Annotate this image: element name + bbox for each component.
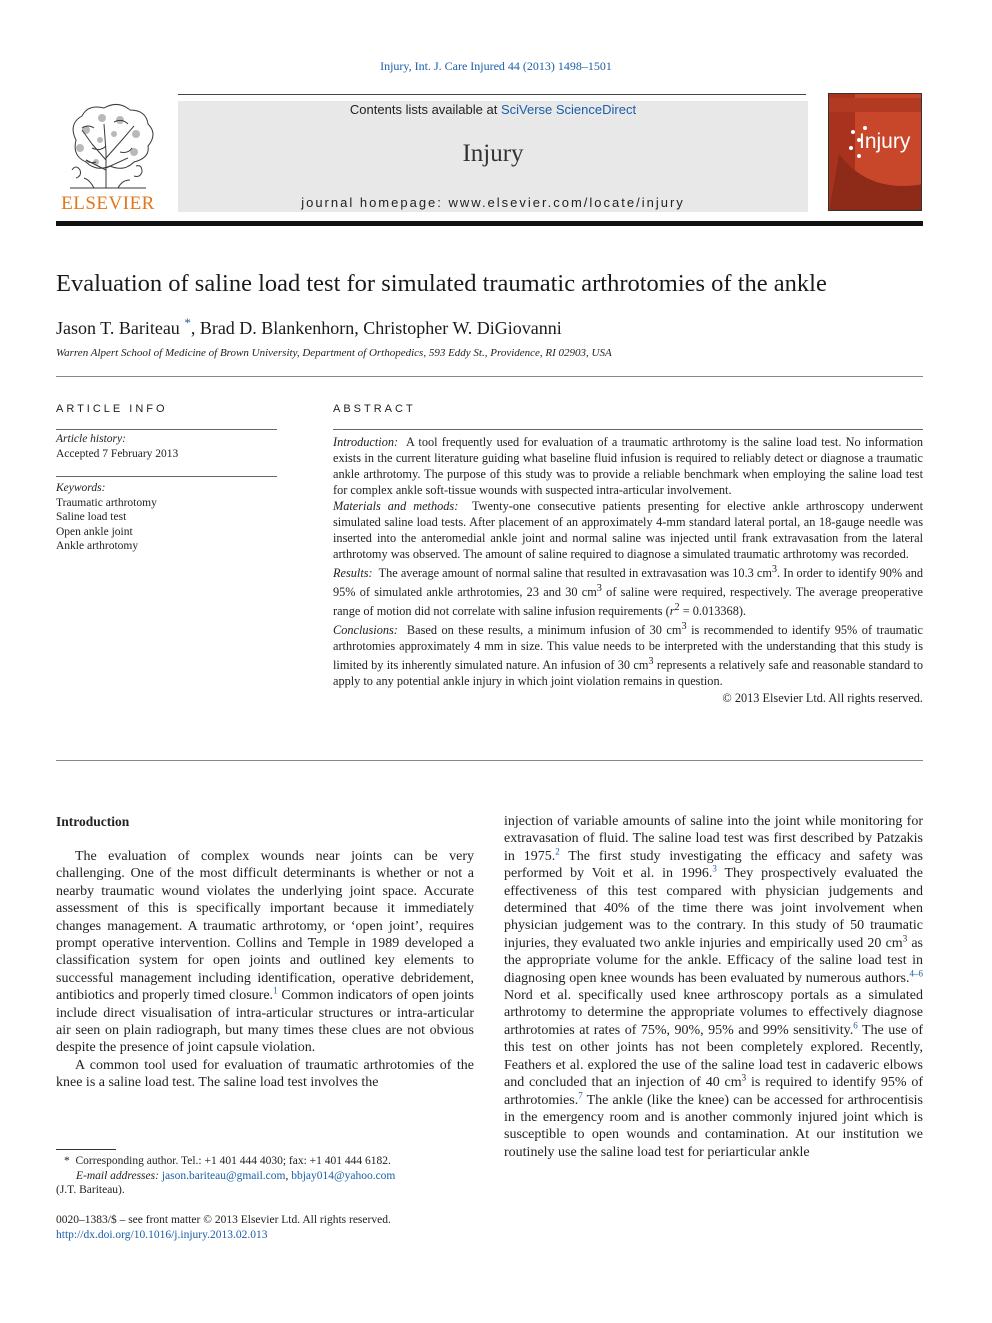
abstract-text: of saline were required, respectively. The average preoperative range of motion did not correlate with saline infusion requirements ( xyxy=(333,585,923,619)
elsevier-wordmark: ELSEVIER xyxy=(61,193,155,214)
header-divider xyxy=(56,221,923,226)
body-text: The evaluation of complex wounds near joints can be very challenging. One of the most difficult determinants is whether or not a nearby traumatic wound violates the underlying joint space. Accurate assessment of this is specifically important because it immediately changes management. A traumatic arthrotomy, or ‘open joint’, requires prompt operative intervention. Collins and Temple in 1989 developed a classification system for open joints and outlined key elements to successful management including identification, operative debridement, antibiotics and properly timed closure. xyxy=(56,849,474,1004)
email-separator: , xyxy=(285,1169,292,1182)
journal-cover-thumbnail[interactable] xyxy=(828,93,922,211)
superscript: 3 xyxy=(741,1072,747,1083)
body-text: The first study investigating the efficacy and safety was performed by Voit et al. in 1996. xyxy=(504,848,924,882)
abstract-introduction xyxy=(333,434,923,498)
superscript: 3 xyxy=(596,583,602,595)
body-text: They prospectively evaluated the effectiveness of this test compared with physician judgements and determined that 40% of the time there was joint involvement when physician judgement was to the contrary. In this study of 50 traumatic injuries, they evaluated two ankle injuries and empirically used 20 cm xyxy=(504,866,923,951)
header-top-rule xyxy=(178,94,806,95)
section-rule xyxy=(56,760,923,761)
reference-link[interactable]: 4–6 xyxy=(909,968,923,978)
email-link[interactable]: bbjay014@yahoo.com xyxy=(291,1169,396,1182)
email-link[interactable]: jason.bariteau@gmail.com xyxy=(161,1169,286,1182)
abstract-label: Materials and methods: xyxy=(333,499,459,513)
body-text: as the appropriate volume for the ankle. Efficacy of the saline load test in diagnosing open knee wounds has been evaluated by numerous authors. xyxy=(504,935,923,986)
affiliation: Warren Alpert School of Medicine of Brown University, Department of Orthopedics, 593 Eddy St., Providence, RI 02903, USA xyxy=(56,347,612,359)
reference-link[interactable]: 6 xyxy=(853,1020,858,1031)
superscript: 3 xyxy=(771,564,778,575)
footnote-line xyxy=(56,1154,476,1169)
r-variable: r xyxy=(669,604,675,619)
body-text: The use of this test on other joints has not been completely explored. Recently, Feathers et al. explored the use of the saline load test in cadaveric elbows and concluded that an injection of 40 cm xyxy=(504,1022,923,1091)
reference-link[interactable]: 3 xyxy=(712,863,717,874)
sciencedirect-link[interactable]: SciVerse ScienceDirect xyxy=(500,102,637,117)
body-text: Nord et al. specifically used knee arthroscopy portals as a simulated arthrotomy to determine the appropriate volumes to effectively diagnose arthrotomies at rates of 75%, 90%, 95% and 99% sensitivity. xyxy=(504,988,923,1038)
body-text: injection of variable amounts of saline into the joint while monitoring for extravasation of fluid. The saline load test was first described by Patzakis in 1975. xyxy=(504,814,923,864)
body-column-left xyxy=(56,848,474,1092)
body-text: The ankle (like the knee) can be accessed for arthrocentisis in the emergency room and is another commonly injured joint which is susceptible to open wounds and contamination. At our institution we routinely use the saline load test for periarticular ankle xyxy=(504,1092,923,1160)
abstract-text: = 0.013368). xyxy=(679,604,747,619)
reference-link[interactable]: 1 xyxy=(273,985,278,996)
abstract-rule xyxy=(333,429,923,430)
abstract-text: The average amount of normal saline that resulted in extravasation was 10.3 cm xyxy=(378,566,772,581)
email-line xyxy=(56,1169,476,1184)
superscript: 3 xyxy=(648,656,654,668)
body-text: is required to identify 95% of arthrotomies. xyxy=(504,1075,923,1108)
issn-line: 0020–1383/$ – see front matter © 2013 Elsevier Ltd. All rights reserved. xyxy=(56,1214,391,1226)
footnote-mark: * xyxy=(64,1155,70,1167)
body-paragraph xyxy=(56,848,474,1057)
corresponding-info: Corresponding author. Tel.: +1 401 444 4030; fax: +1 401 444 6182. xyxy=(75,1155,391,1167)
section-rule xyxy=(56,376,923,377)
reference-link[interactable]: 2 xyxy=(555,846,560,857)
journal-citation[interactable]: Injury, Int. J. Care Injured 44 (2013) 1498–1501 xyxy=(380,59,612,73)
section-heading: Introduction xyxy=(56,814,130,829)
superscript: 2 xyxy=(674,602,680,614)
copyright-notice: © 2013 Elsevier Ltd. All rights reserved. xyxy=(722,691,923,706)
doi-link[interactable]: http://dx.doi.org/10.1016/j.injury.2013.02.013 xyxy=(56,1229,268,1241)
accepted-date: Accepted 7 February 2013 xyxy=(56,448,179,460)
author-initials: (J.T. Bariteau). xyxy=(56,1184,125,1196)
article-info-rule xyxy=(56,429,277,430)
article-title: Evaluation of saline load test for simulated traumatic arthrotomies of the ankle xyxy=(56,270,827,297)
abstract-label: Introduction: xyxy=(333,435,399,449)
journal-name: Injury xyxy=(462,140,524,167)
keywords-label: Keywords: xyxy=(56,482,106,494)
superscript: 3 xyxy=(681,621,687,633)
body-text: Common indicators of open joints include direct visualisation of intra-articular structures or intra-articular air seen on plain radiograph, but many times these clues are not obvious despite the presence of joint capsule violation. xyxy=(56,988,474,1056)
author-name: Jason T. Bariteau xyxy=(56,318,180,338)
author-list xyxy=(56,315,562,339)
abstract-label: Conclusions: xyxy=(333,623,398,638)
keyword-item: Ankle arthrotomy xyxy=(56,540,139,552)
abstract-body xyxy=(333,434,923,706)
article-history xyxy=(56,432,277,462)
body-column-right xyxy=(504,813,923,1161)
reference-link[interactable]: 7 xyxy=(578,1089,583,1100)
abstract-text: . In order to identify 90% and 95% of simulated ankle arthrotomies, 23 and 30 cm xyxy=(333,566,923,600)
keywords xyxy=(56,481,277,554)
article-info-heading: ARTICLE INFO xyxy=(56,403,168,415)
keyword-item: Open ankle joint xyxy=(56,525,133,538)
abstract-methods xyxy=(333,498,923,562)
issn-block xyxy=(56,1213,476,1243)
abstract-text: Based on these results, a minimum infusion of 30 cm xyxy=(406,623,682,638)
abstract-heading: ABSTRACT xyxy=(333,403,416,415)
elsevier-logo xyxy=(56,100,160,214)
abstract-text: A tool frequently used for evaluation of a traumatic arthrotomy is the saline load test. No information exists in the current literature guiding what baseline fluid infusion is required to reliably detect or diagnose a traumatic ankle arthrotomy. The purpose of this study was to provide a reliable benchmark when employing the saline load test for complex ankle soft-tissue wounds with suspected intra-articular involvement. xyxy=(333,435,923,497)
superscript: 3 xyxy=(902,933,908,944)
body-paragraph xyxy=(504,813,923,1161)
abstract-text: represents a relatively safe and reasonable standard to apply to any potential ankle injury in which joint violation remains in question. xyxy=(333,658,923,689)
author-names-rest: , Brad D. Blankenhorn, Christopher W. DiGiovanni xyxy=(190,318,562,338)
article-info-rule xyxy=(56,476,277,477)
contents-line xyxy=(178,102,808,117)
history-label: Article history: xyxy=(56,433,126,445)
footnote xyxy=(56,1154,476,1198)
body-paragraph: A common tool used for evaluation of traumatic arthrotomies of the knee is a saline load test. The saline load test involves the xyxy=(56,1057,474,1091)
email-label: E-mail addresses: xyxy=(76,1169,159,1182)
abstract-results xyxy=(333,562,923,619)
abstract-label: Results: xyxy=(333,566,373,581)
cover-title: Injury xyxy=(859,130,911,153)
journal-homepage[interactable]: journal homepage: www.elsevier.com/locate/injury xyxy=(301,195,685,210)
corresponding-author-mark[interactable]: * xyxy=(184,315,191,330)
abstract-text: Twenty-one consecutive patients presenting for elective ankle arthroscopy underwent simulated saline load tests. After placement of an approximately 4-mm standard lateral portal, an 18-gauge needle was inserted into the anteromedial ankle joint and normal saline was injected until frank extravasation from the lateral arthrotomy was observed. The amount of saline required to diagnose a simulated traumatic arthrotomy was recorded. xyxy=(333,499,923,561)
abstract-text: is recommended to identify 95% of traumatic arthrotomies approximately 4 mm in size. This value needs to be interpreted with the understanding that this study is limited by its inherently simulated nature. An infusion of 30 cm xyxy=(333,623,923,673)
abstract-conclusions xyxy=(333,619,923,689)
keyword-item: Saline load test xyxy=(56,511,127,523)
footnote-rule xyxy=(56,1149,116,1150)
keyword-item: Traumatic arthrotomy xyxy=(56,496,157,509)
contents-prefix: Contents lists available at xyxy=(349,102,501,117)
